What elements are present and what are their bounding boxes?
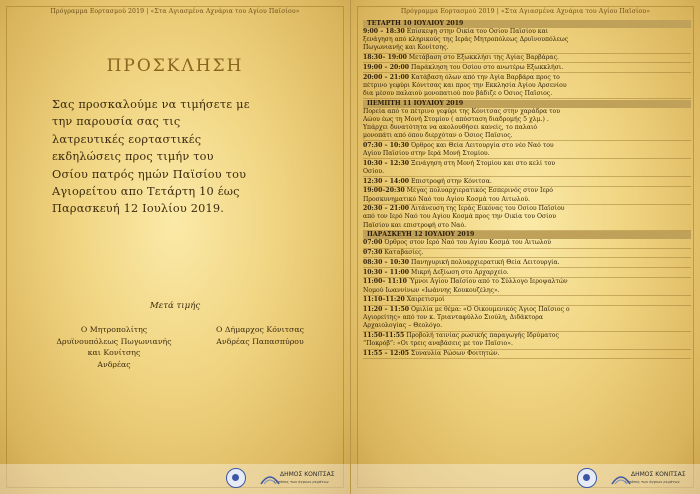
entry-text: Παϊσίου και επιστροφή στο Ναό. bbox=[363, 221, 467, 229]
entry-text: πέτρινο γεφύρι Κόνιτσας και προς την Εκκλησία Αγίου Αρσενίου bbox=[363, 81, 567, 89]
signature-metropolitan bbox=[44, 324, 184, 370]
schedule-list bbox=[363, 20, 691, 360]
invitation-line: Παρασκευή 12 Ιουλίου 2019. bbox=[52, 202, 225, 216]
schedule-entry bbox=[363, 160, 691, 178]
entry-text: Πωγωνιανής και Κονίτσης. bbox=[363, 44, 449, 52]
schedule-page bbox=[350, 0, 700, 494]
schedule-entry bbox=[363, 142, 691, 160]
entry-time: 20:30 – 21:00 bbox=[363, 205, 410, 213]
schedule-entry bbox=[363, 278, 691, 296]
entry-text: Μετάβαση στο Εξωκκλήσι της Αγίας Βαρβάρας. bbox=[408, 54, 559, 62]
signature-line: και Κονίτσης bbox=[87, 348, 141, 357]
invitation-title: ΠΡΟΣΚΛΗΣΗ bbox=[106, 56, 244, 76]
schedule-entry bbox=[363, 239, 691, 249]
entry-time: 19:00–20:30 bbox=[363, 187, 405, 195]
regards-text: Μετά τιμής bbox=[149, 301, 201, 311]
metropolis-seal-icon bbox=[226, 468, 246, 488]
invitation-line: Αγιορείτου απο Τετάρτη 10 έως bbox=[52, 185, 240, 199]
invitation-text bbox=[52, 96, 342, 218]
entry-text: Συναυλία Ρώσων Φοιτητών. bbox=[411, 350, 500, 357]
entry-time: 9:00 – 18:30 bbox=[363, 28, 405, 35]
entry-text: Καταβασίες. bbox=[384, 249, 424, 257]
entry-text: δια μέσου παλαιού μονοπατιού που βάδιζε ο Όσιος Παΐσιος. bbox=[363, 89, 553, 97]
invitation-line: Σας προσκαλούμε να τιμήσετε με bbox=[52, 98, 250, 111]
entry-text: Ομιλία με θέμα: «Ο Οικουμενικός Άγιος Παΐσιος ο bbox=[411, 306, 570, 314]
entry-text: Αγίου Παϊσίου στην Ιερά Μονή Στομίου. bbox=[363, 150, 490, 157]
entry-text: μονοπάτι από όπου διερχόταν ο Όσιος Παΐσιος. bbox=[363, 132, 513, 140]
schedule-entry bbox=[363, 259, 691, 269]
schedule-entry bbox=[363, 28, 691, 54]
entry-text: Πανηγυρική πολυαρχιερατική Θεία Λειτουργία. bbox=[411, 258, 560, 266]
entry-text: Ύμνοι Αγίου Παϊσίου από το Σύλλογο Ιεροψαλτών bbox=[408, 278, 568, 286]
invitation-line: την παρουσία σας τις bbox=[52, 115, 181, 129]
entry-time: 11:50-11:55 bbox=[363, 332, 405, 340]
entry-text: από τον Ιερό Ναό του Αγίου Κοσμά προς την Οικία του Οσίου bbox=[363, 213, 557, 221]
signature-mayor bbox=[190, 324, 330, 347]
entry-time: 10:30 – 11:00 bbox=[363, 268, 410, 276]
entry-text: ξενάγηση από κληρικούς της Ιεράς Μητροπόλεως Δρυϊνουπόλεως bbox=[363, 36, 569, 44]
entry-text: Προσκυνηματικό Ναό του Αγίου Κοσμά του Αιτωλού. bbox=[363, 195, 530, 203]
entry-time: 11:20 – 11:50 bbox=[363, 306, 410, 314]
schedule-entry bbox=[363, 205, 691, 231]
page-frame bbox=[6, 6, 344, 488]
day-heading: ΤΕΤΑΡΤΗ 10 ΙΟΥΛΙΟΥ 2019 bbox=[363, 20, 691, 28]
day-heading: ΠΑΡΑΣΚΕΥΗ 12 ΙΟΥΛΙΟΥ 2019 bbox=[363, 231, 691, 239]
municipality-name: ΔΗΜΟΣ ΚΟΝΙΤΣΑΣ bbox=[631, 471, 686, 478]
entry-time: 11:10–11:20 bbox=[363, 296, 405, 304]
entry-text: Οσίου. bbox=[363, 167, 385, 175]
entry-text: Ξενάγηση στη Μονή Στομίου και στο κελί του bbox=[411, 159, 556, 167]
entry-text: Μέγας πολυαρχιερατικός Εσπερινός στον Ιερό bbox=[406, 187, 553, 195]
schedule-entry bbox=[363, 54, 691, 64]
entry-time: 20:00 – 21:00 bbox=[363, 73, 410, 81]
entry-time: 10:30 – 12:30 bbox=[363, 159, 410, 167]
entry-text: Παράκληση του Οσίου στο ανωτέρω Εξωκκλήσι. bbox=[411, 63, 564, 71]
signature-line: Ανδρέας Παπασπύρου bbox=[216, 336, 304, 346]
entry-time: 12:30 – 14:00 bbox=[363, 177, 410, 185]
schedule-entry bbox=[363, 350, 691, 360]
municipality-slogan: Ο τόπος των άγριων ρεμάτων bbox=[625, 480, 680, 484]
program-header: Πρόγραμμα Εορτασμού 2019 | «Στα Αγιασμένα Αχνάρια του Αγίου Παϊσίου» bbox=[400, 8, 651, 15]
schedule-entry bbox=[363, 187, 691, 205]
entry-text: Υπάρχει δυνατότητα να ακολουθήσει κανείς, το παλαιό bbox=[363, 123, 538, 131]
entry-time: 11:55 – 12:05 bbox=[363, 350, 410, 357]
metropolis-seal-icon bbox=[577, 468, 597, 488]
schedule-entry bbox=[363, 64, 691, 74]
municipality-logo bbox=[611, 470, 689, 488]
entry-time: 07:00 bbox=[363, 239, 383, 247]
entry-text: Νομού Ιωαννίνων «Ιωάννης Κουκουζέλης». bbox=[363, 286, 500, 294]
signature-line: Δρυϊνουπόλεως Πωγωνιανής bbox=[56, 336, 172, 346]
signature-line: Ο Μητροπολίτης bbox=[80, 325, 148, 334]
municipality-name: ΔΗΜΟΣ ΚΟΝΙΤΣΑΣ bbox=[280, 471, 335, 478]
schedule-entry bbox=[363, 296, 691, 306]
schedule-entry bbox=[363, 306, 691, 332]
schedule-entry bbox=[363, 332, 691, 350]
entry-time: 07:30 bbox=[363, 249, 383, 257]
entry-time: 18:30– 19:00 bbox=[363, 54, 407, 62]
municipality-slogan: Ο τόπος των άγριων ρεμάτων bbox=[274, 480, 329, 484]
entry-text: Χαιρετισμοί bbox=[406, 296, 445, 304]
entry-text: Όρθρος στον Ιερό Ναό του Αγίου Κοσμά του Αιτωλού bbox=[384, 239, 552, 247]
entry-text: Όρθρος και Θεία Λειτουργία στο νέο Ναό του bbox=[411, 141, 554, 149]
program-header: Πρόγραμμα Εορτασμού 2019 | «Στα Αγιασμένα Αχνάρια του Αγίου Παϊσίου» bbox=[50, 8, 300, 15]
entry-text: Αγιορείτης» από τον κ. Τριανταφύλλο Σιούλη, Διδάκτορα bbox=[363, 314, 544, 322]
entry-time: 19:00 – 20:00 bbox=[363, 63, 410, 71]
signature-line: Ανδρέας bbox=[97, 359, 131, 369]
invitation-line: λατρευτικές εορταστικές bbox=[52, 132, 202, 146]
entry-text: Κατάβαση όλων από την Αγία Βαρβάρα προς το bbox=[411, 73, 560, 81]
entry-text: Μικρή Δεξίωση στο Αρχαρχείο. bbox=[411, 268, 509, 276]
schedule-entry bbox=[363, 178, 691, 188]
schedule-entry bbox=[363, 108, 691, 142]
entry-text: Επίσκεψη στην Οικία του Οσίου Παϊσίου και bbox=[406, 28, 549, 35]
schedule-entry bbox=[363, 74, 691, 100]
day-heading: ΠΕΜΠΤΗ 11 ΙΟΥΛΙΟΥ 2019 bbox=[363, 100, 691, 108]
invitation-line: Οσίου πατρός ημών Παϊσίου του bbox=[52, 167, 247, 181]
signature-line: Ο Δήμαρχος Κόνιτσας bbox=[216, 325, 304, 334]
entry-text: Αώου έως τη Μονή Στομίου ( απόσταση διαδρομής 5 χλμ.) . bbox=[363, 115, 549, 123]
entry-time: 08:30 – 10:30 bbox=[363, 258, 410, 266]
schedule-entry bbox=[363, 249, 691, 259]
entry-text: Πορεία από το πέτρινο γεφύρι της Κόνιτσας στην χαράδρα του bbox=[363, 107, 560, 115]
entry-text: Προβολή ταινίας ρωσικής παραγωγής Ιδρύματος bbox=[406, 332, 559, 340]
entry-text: “Ποκρόβ”: «Οι τρεις αναβάσεις με τον Παΐσιο». bbox=[363, 340, 513, 348]
entry-text: Αρχαιολογίας – Θεολόγο. bbox=[363, 322, 443, 330]
entry-text: Επιστροφή στην Κόνιτσα. bbox=[411, 177, 492, 185]
invitation-line: εκδηλώσεις προς τιμήν του bbox=[52, 150, 214, 164]
schedule-entry bbox=[363, 269, 691, 279]
entry-time: 11:00– 11:10 bbox=[363, 278, 407, 286]
entry-text: Λιτάνευση της Ιεράς Εικόνας του Οσίου Παϊσίου bbox=[411, 205, 565, 213]
entry-time: 07:30 – 10:30 bbox=[363, 141, 410, 149]
municipality-logo bbox=[260, 470, 338, 488]
